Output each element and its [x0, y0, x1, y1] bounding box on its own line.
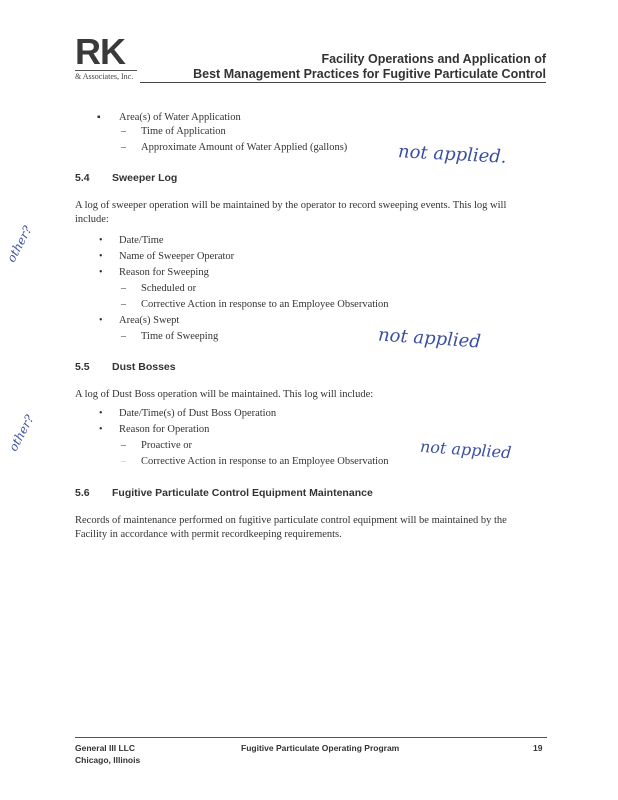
- header-rule: [140, 82, 546, 83]
- company-logo-subtitle: & Associates, Inc.: [75, 70, 137, 81]
- dash-marker: –: [121, 126, 126, 137]
- footer-company: General III LLC: [75, 743, 135, 753]
- sub-list-item: Proactive or: [141, 440, 193, 451]
- bullet-marker: ▪: [97, 112, 101, 123]
- handwritten-note: not applied: [419, 436, 512, 463]
- paragraph-line: include:: [75, 214, 109, 225]
- handwritten-margin-note: other?: [6, 412, 37, 454]
- bullet-marker: •: [99, 235, 103, 246]
- section-number: 5.4: [75, 172, 90, 184]
- handwritten-note: not applied: [377, 324, 482, 353]
- paragraph-line: A log of Dust Boss operation will be maintained. This log will include:: [75, 389, 374, 400]
- dash-marker: –: [121, 283, 126, 294]
- list-item: Date/Time: [119, 235, 164, 246]
- sub-list-item: Time of Application: [141, 126, 226, 137]
- header-title-line1: Facility Operations and Application of: [321, 52, 546, 66]
- sub-list-item: Approximate Amount of Water Applied (gallons): [141, 142, 348, 153]
- sub-list-item: Time of Sweeping: [141, 331, 219, 342]
- dash-marker: –: [121, 142, 126, 153]
- section-title: Sweeper Log: [112, 172, 178, 184]
- list-item: Date/Time(s) of Dust Boss Operation: [119, 408, 277, 419]
- bullet-marker: •: [99, 408, 103, 419]
- handwritten-note: not applied.: [397, 141, 508, 168]
- list-item: Reason for Operation: [119, 424, 210, 435]
- footer-document-title: Fugitive Particulate Operating Program: [241, 743, 400, 753]
- footer-rule: [75, 737, 547, 738]
- dash-marker: –: [121, 299, 126, 310]
- page-number: 19: [533, 743, 543, 753]
- section-number: 5.6: [75, 487, 90, 499]
- paragraph-line: A log of sweeper operation will be maintained by the operator to record sweeping events. This log will: [75, 200, 507, 211]
- bullet-marker: •: [99, 315, 103, 326]
- paragraph-line: Facility in accordance with permit recordkeeping requirements.: [75, 529, 342, 540]
- list-item: Area(s) of Water Application: [119, 112, 241, 123]
- list-item: Name of Sweeper Operator: [119, 251, 235, 262]
- bullet-marker: •: [99, 251, 103, 262]
- section-title: Fugitive Particulate Control Equipment Maintenance: [112, 487, 373, 499]
- handwritten-margin-note: other?: [4, 223, 35, 265]
- sub-list-item: Corrective Action in response to an Employee Observation: [141, 456, 389, 467]
- footer-city: Chicago, Illinois: [75, 755, 141, 765]
- bullet-marker: •: [99, 267, 103, 278]
- sub-list-item: Scheduled or: [141, 283, 197, 294]
- section-number: 5.5: [75, 361, 90, 373]
- list-item: Reason for Sweeping: [119, 267, 209, 278]
- bullet-marker: •: [99, 424, 103, 435]
- dash-marker: –: [121, 440, 126, 451]
- header-title-line2: Best Management Practices for Fugitive Particulate Control: [193, 67, 546, 81]
- dash-marker: –: [121, 456, 126, 467]
- section-title: Dust Bosses: [112, 361, 176, 373]
- sub-list-item: Corrective Action in response to an Employee Observation: [141, 299, 389, 310]
- paragraph-line: Records of maintenance performed on fugitive particulate control equipment will be maintained by the: [75, 515, 507, 526]
- list-item: Area(s) Swept: [119, 315, 180, 326]
- company-logo: RK: [75, 31, 125, 72]
- dash-marker: –: [121, 331, 126, 342]
